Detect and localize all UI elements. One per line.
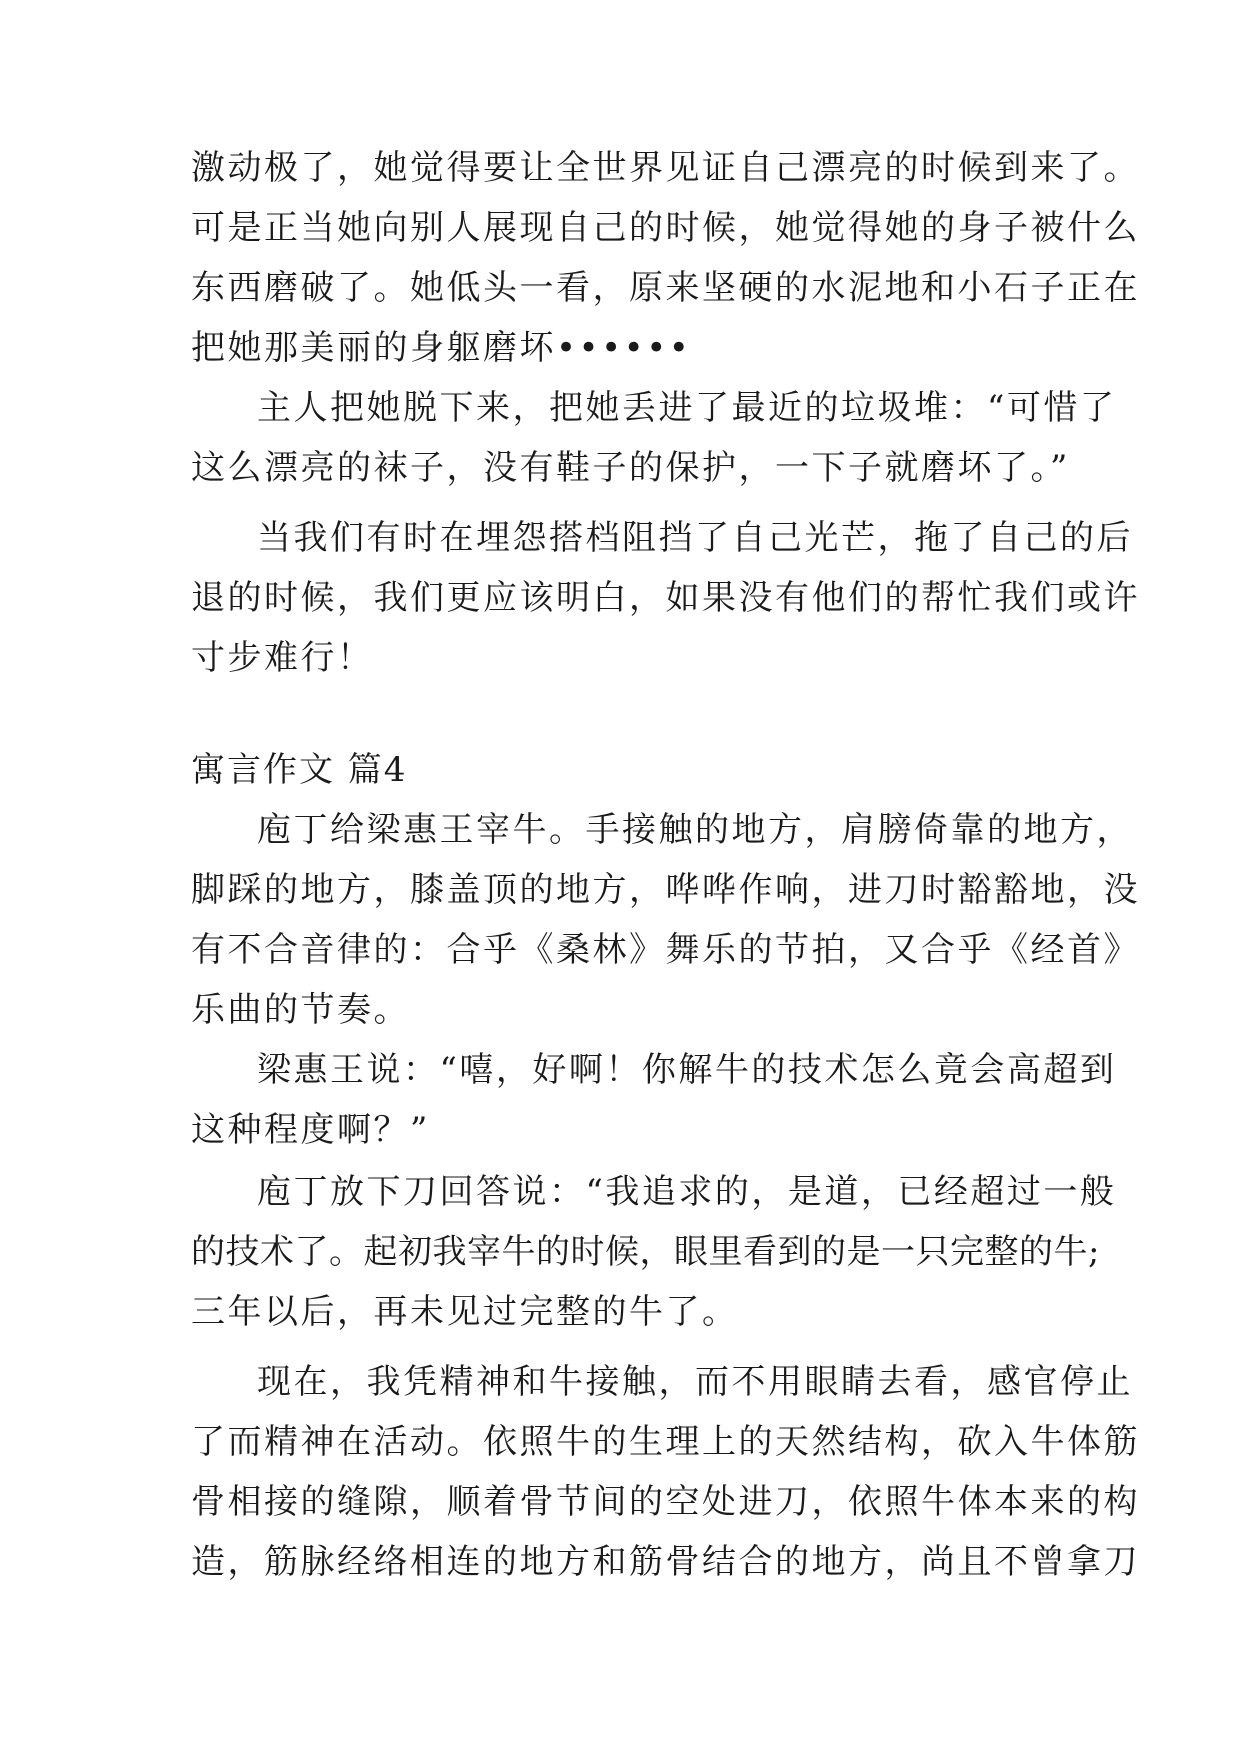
- text-line: 庖丁给梁惠王宰牛。手接触的地方，肩膀倚靠的地方，: [257, 810, 1133, 850]
- text-line: 梁惠王说：“嘻，好啊！你解牛的技术怎么竟会高超到: [257, 1050, 1117, 1090]
- text-line: 寸步难行！: [191, 638, 374, 678]
- text-line: 有不合音律的：合乎《桑林》舞乐的节拍，又合乎《经首》: [191, 930, 1140, 970]
- text-line: 主人把她脱下来，把她丢进了最近的垃圾堆：“可惜了: [257, 388, 1117, 428]
- text-line: 退的时候，我们更应该明白，如果没有他们的帮忙我们或许: [191, 578, 1140, 618]
- text-line: 现在，我凭精神和牛接触，而不用眼睛去看，感官停止: [257, 1362, 1133, 1402]
- text-line: 了而精神在活动。依照牛的生理上的天然结构，砍入牛体筋: [191, 1422, 1140, 1462]
- text-line: 造，筋脉经络相连的地方和筋骨结合的地方，尚且不曾拿刀: [191, 1542, 1140, 1582]
- text-line: 乐曲的节奏。: [191, 990, 410, 1030]
- text-line: 骨相接的缝隙，顺着骨节间的空处进刀，依照牛体本来的构: [191, 1482, 1140, 1522]
- text-line: 当我们有时在埋怨搭档阻挡了自己光芒，拖了自己的后: [257, 518, 1133, 558]
- text-line: 把她那美丽的身躯磨坏••••••: [191, 328, 692, 368]
- text-line: 可是正当她向别人展现自己的时候，她觉得她的身子被什么: [191, 208, 1140, 248]
- text-line: 这种程度啊？”: [191, 1110, 430, 1150]
- text-line: 激动极了，她觉得要让全世界见证自己漂亮的时候到来了。: [191, 148, 1140, 188]
- text-line: 这么漂亮的袜子，没有鞋子的保护，一下子就磨坏了。”: [191, 448, 1070, 488]
- text-line: 脚踩的地方，膝盖顶的地方，哗哗作响，进刀时豁豁地，没: [191, 870, 1140, 910]
- text-line: 庖丁放下刀回答说：“我追求的，是道，已经超过一般: [257, 1172, 1117, 1212]
- text-line: 的技术了。起初我宰牛的时候，眼里看到的是一只完整的牛;: [191, 1232, 1100, 1272]
- text-line: 三年以后，再未见过完整的牛了。: [191, 1292, 739, 1332]
- text-line: 东西磨破了。她低头一看，原来坚硬的水泥地和小石子正在: [191, 268, 1140, 308]
- section-heading: 寓言作文 篇4: [191, 750, 408, 790]
